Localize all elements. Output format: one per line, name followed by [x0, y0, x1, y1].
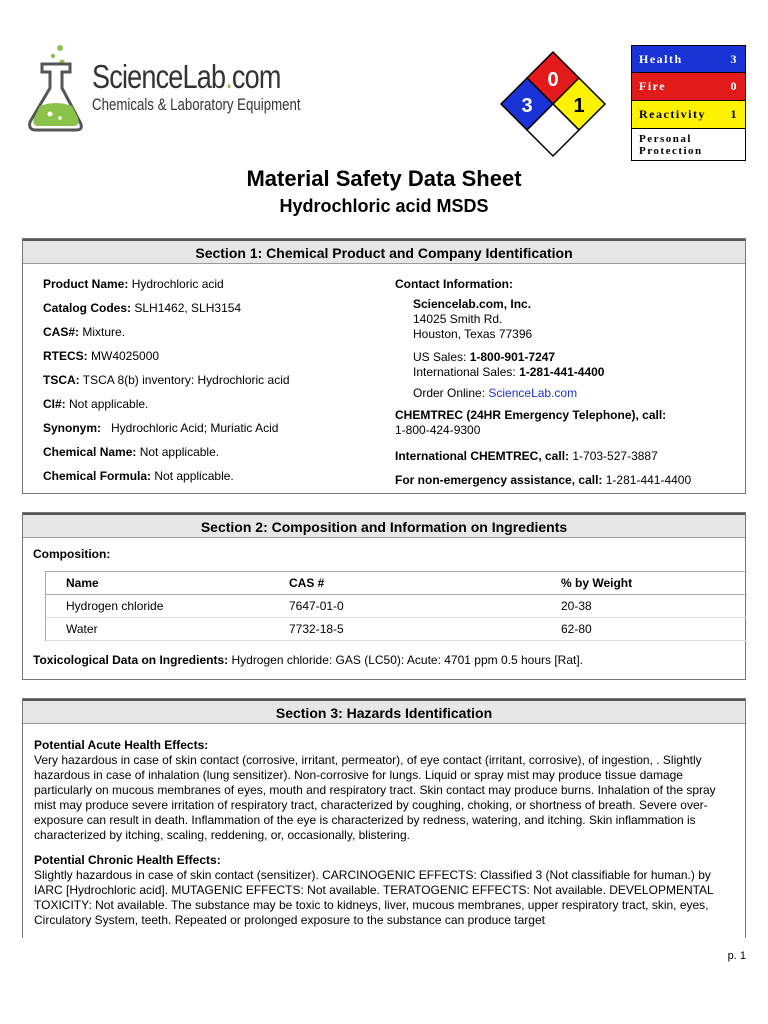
section-1 — [22, 238, 746, 494]
ci-field: CI#: Not applicable. — [43, 397, 149, 411]
section-1-heading: Section 1: Chemical Product and Company Identification — [23, 239, 745, 264]
product-name-field: Product Name: Hydrochloric acid — [43, 277, 224, 291]
section-3 — [22, 698, 746, 938]
hmis-reactivity-row: Reactivity 1 — [631, 101, 746, 129]
address-line-2: Houston, Texas 77396 — [413, 327, 533, 341]
document-title: Material Safety Data Sheet — [246, 166, 522, 191]
cas-field: CAS#: Mixture. — [43, 325, 126, 339]
flask-icon — [20, 42, 90, 134]
contact-info — [395, 277, 740, 487]
nfpa-fire-value: 0 — [547, 69, 559, 91]
chemtrec-phone: 1-800-424-9300 — [395, 423, 481, 437]
logo-tagline: Chemicals & Laboratory Equipment — [92, 95, 301, 114]
hmis-health-row: Health 3 — [631, 45, 746, 73]
acute-effects: Potential Acute Health Effects: Very hazardous in case of skin contact (corrosive, irritant, permeator), of eye contact (irritant, corrosive), of ingestion, . Slightly hazardous in case of inhalation (lung sensitizer). Non-corrosive for lungs. Liquid or spray mist may produce tissue damage particularly on mucous membranes of eyes, mouth and respiratory tract. Skin contact may produce burns. Inhalation of the spray mist may produce severe irritation of respiratory tract, characterized by coughing, choking, or shortness of breath. Severe over-exposure can result in death. Inflammation of the eye is characterized by redness, watering, and itching. Skin inflammation is characterized by itching, scaling, reddening, or, occasionally, blistering. — [34, 738, 716, 842]
nfpa-diamond — [498, 50, 608, 160]
section-2-heading: Section 2: Composition and Information on Ingredients — [23, 513, 745, 538]
composition-label: Composition: — [33, 547, 111, 561]
table-row: Hydrogen chloride 7647-01-0 20-38 — [46, 595, 747, 618]
order-online-link[interactable]: ScienceLab.com — [488, 386, 578, 400]
chemical-name-field: Chemical Name: Not applicable. — [43, 445, 220, 459]
chronic-effects: Potential Chronic Health Effects: Slightly hazardous in case of skin contact (sensitizer). CARCINOGENIC EFFECTS: Classified 3 (Not classifiable for human.) by IARC [Hydrochloric acid]. MUTAGENIC EFFECTS: Not available. TERATOGENIC EFFECTS: Not available. DEVELOPMENTAL TOXICITY: Not available. The substance may be toxic to kidneys, liver, mucous membranes, upper respiratory tract, skin, eyes, Circulatory System, teeth. Repeated or prolonged exposure to the substance can produce target — [34, 853, 714, 927]
hmis-fire-row: Fire 0 — [631, 73, 746, 101]
table-row: Water 7732-18-5 62-80 — [46, 618, 747, 641]
company-name: Sciencelab.com, Inc. — [413, 297, 532, 311]
hmis-label — [631, 45, 746, 161]
document-subtitle: Hydrochloric acid MSDS — [279, 196, 489, 216]
section-2 — [22, 512, 746, 680]
product-info — [43, 277, 290, 493]
sciencelab-logo — [20, 42, 320, 132]
non-emergency: For non-emergency assistance, call: 1-281-441-4400 — [395, 473, 692, 487]
logo-wordmark: ScienceLab.com — [92, 58, 281, 95]
rtecs-field: RTECS: MW4025000 — [43, 349, 160, 363]
section-3-heading: Section 3: Hazards Identification — [23, 699, 745, 724]
contact-label: Contact Information: — [395, 277, 513, 291]
us-sales: US Sales: 1-800-901-7247 — [413, 350, 556, 364]
order-online: Order Online: ScienceLab.com — [413, 386, 578, 400]
address-line-1: 14025 Smith Rd. — [413, 312, 503, 326]
nfpa-health-value: 3 — [521, 95, 533, 117]
tsca-field: TSCA: TSCA 8(b) inventory: Hydrochloric acid — [43, 373, 290, 387]
catalog-codes-field: Catalog Codes: SLH1462, SLH3154 — [43, 301, 242, 315]
synonym-field: Synonym: Hydrochloric Acid; Muriatic Acid — [43, 421, 279, 435]
intl-sales: International Sales: 1-281-441-4400 — [413, 365, 605, 379]
toxicological-data: Toxicological Data on Ingredients: Hydrogen chloride: GAS (LC50): Acute: 4701 ppm 0.5 hours [Rat]. — [33, 653, 583, 667]
hmis-ppe-row: Personal Protection — [631, 129, 746, 161]
composition-table — [45, 571, 747, 641]
nfpa-reactivity-value: 1 — [573, 95, 585, 117]
table-header: Name CAS # % by Weight — [46, 572, 747, 595]
chemical-formula-field: Chemical Formula: Not applicable. — [43, 469, 234, 483]
intl-chemtrec: International CHEMTREC, call: 1-703-527-3887 — [395, 449, 658, 463]
page-number: p. 1 — [727, 950, 746, 962]
chemtrec-label: CHEMTREC (24HR Emergency Telephone), call: — [395, 408, 667, 422]
